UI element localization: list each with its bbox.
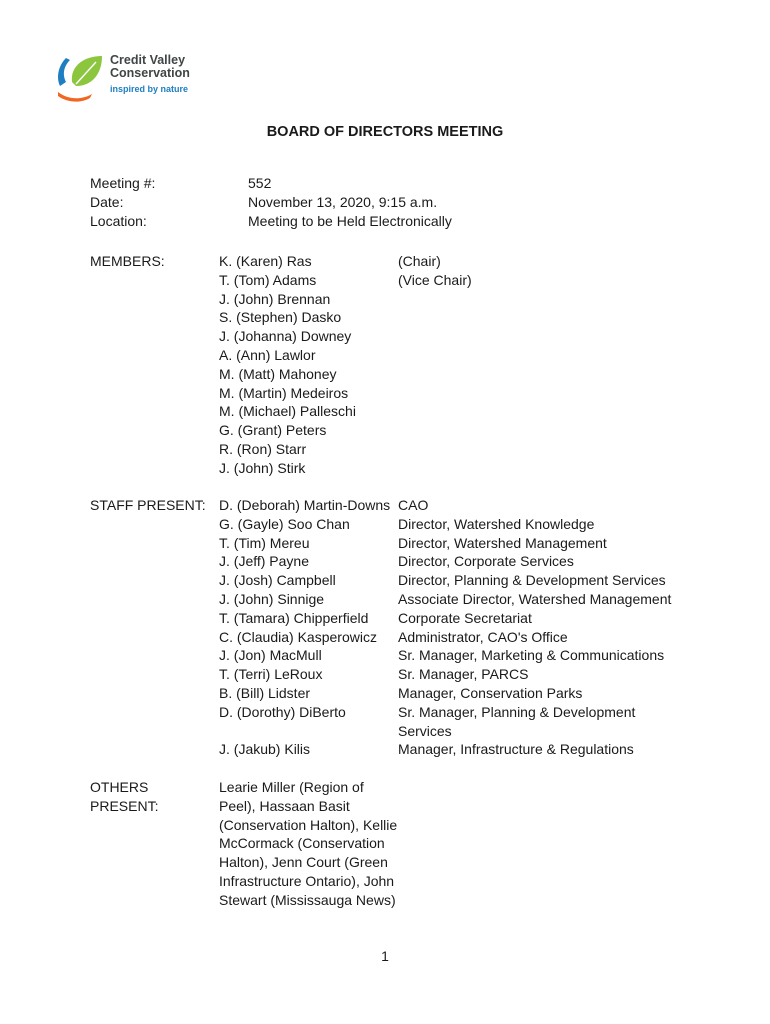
staff-name: T. (Tamara) Chipperfield: [219, 609, 369, 626]
staff-role: Sr. Manager, Planning & Development: [398, 703, 636, 720]
page-number: 1: [381, 948, 389, 964]
others-present-text: [219, 778, 399, 910]
others-present-line: Learie Miller (Region of: [219, 779, 364, 795]
logo-tagline: inspired by nature: [110, 84, 189, 94]
member-name: M. (Martin) Medeiros: [219, 384, 349, 401]
others-label-line2: PRESENT:: [90, 798, 159, 814]
member-name: J. (John) Stirk: [219, 459, 306, 476]
others-present-line: McCormack (Conservation: [219, 835, 385, 852]
staff-name: J. (Jeff) Payne: [219, 553, 310, 570]
staff-name: G. (Gayle) Soo Chan: [219, 515, 350, 532]
staff-role: Manager, Infrastructure & Regulations: [398, 741, 634, 758]
logo-name-line1: Credit Valley: [110, 53, 186, 67]
meeting-number-value: 552: [248, 175, 272, 191]
others-present-line: Halton), Jenn Court (Green: [219, 854, 388, 871]
location-value: Meeting to be Held Electronically: [248, 213, 452, 229]
staff-role: Associate Director, Watershed Management: [398, 591, 672, 607]
member-name: A. (Ann) Lawlor: [219, 347, 316, 363]
staff-name: B. (Bill) Lidster: [219, 685, 311, 701]
others-present-line: (Conservation Halton), Kellie: [219, 816, 398, 833]
staff-role: Corporate Secretariat: [398, 609, 532, 626]
member-name: R. (Ron) Starr: [219, 441, 307, 457]
staff-role: Director, Watershed Management: [398, 534, 607, 551]
member-name: S. (Stephen) Dasko: [219, 309, 342, 326]
staff-name: J. (Jakub) Kilis: [219, 741, 311, 758]
staff-label: STAFF PRESENT:: [90, 497, 206, 513]
others-present-line: Infrastructure Ontario), John: [219, 872, 395, 889]
document-title: BOARD OF DIRECTORS MEETING: [266, 124, 504, 140]
staff-name: T. (Tim) Mereu: [219, 534, 310, 551]
staff-name: D. (Dorothy) DiBerto: [219, 703, 346, 720]
staff-role-continued: Services: [398, 722, 452, 739]
staff-role: Director, Corporate Services: [398, 553, 574, 570]
leaf-logo-icon: [56, 52, 108, 106]
others-present-line: Stewart (Mississauga News): [219, 891, 396, 908]
staff-name: J. (John) Sinnige: [219, 591, 325, 607]
member-name: T. (Tom) Adams: [219, 271, 317, 288]
member-name: M. (Matt) Mahoney: [219, 365, 337, 382]
member-name: J. (John) Brennan: [219, 290, 331, 307]
meeting-number-label: Meeting #:: [90, 175, 156, 191]
member-name: M. (Michael) Palleschi: [219, 403, 356, 420]
staff-role: Director, Planning & Development Services: [398, 572, 666, 589]
member-name: K. (Karen) Ras: [219, 253, 312, 269]
date-label: Date:: [90, 194, 124, 210]
member-name: G. (Grant) Peters: [219, 422, 327, 439]
staff-role: Administrator, CAO's Office: [398, 628, 568, 645]
staff-role: Sr. Manager, Marketing & Communications: [398, 647, 665, 664]
logo-name-line2: Conservation: [110, 66, 190, 80]
location-label: Location:: [90, 213, 147, 229]
member-role: (Chair): [398, 253, 441, 269]
members-label: MEMBERS:: [90, 253, 165, 269]
cvc-logo: [56, 52, 216, 106]
staff-role: Sr. Manager, PARCS: [398, 666, 529, 683]
date-value: November 13, 2020, 9:15 a.m.: [248, 194, 438, 210]
others-present-line: Peel), Hassaan Basit: [219, 797, 350, 814]
staff-name: D. (Deborah) Martin-Downs: [219, 497, 391, 513]
staff-role: Manager, Conservation Parks: [398, 685, 583, 701]
staff-name: J. (Jon) MacMull: [219, 647, 322, 664]
staff-role: CAO: [398, 497, 429, 513]
staff-name: C. (Claudia) Kasperowicz: [219, 628, 377, 645]
member-role: (Vice Chair): [398, 271, 472, 288]
staff-role: Director, Watershed Knowledge: [398, 515, 595, 532]
member-name: J. (Johanna) Downey: [219, 328, 352, 345]
staff-name: J. (Josh) Campbell: [219, 572, 336, 589]
staff-name: T. (Terri) LeRoux: [219, 666, 323, 683]
others-label-line1: OTHERS: [90, 779, 149, 795]
